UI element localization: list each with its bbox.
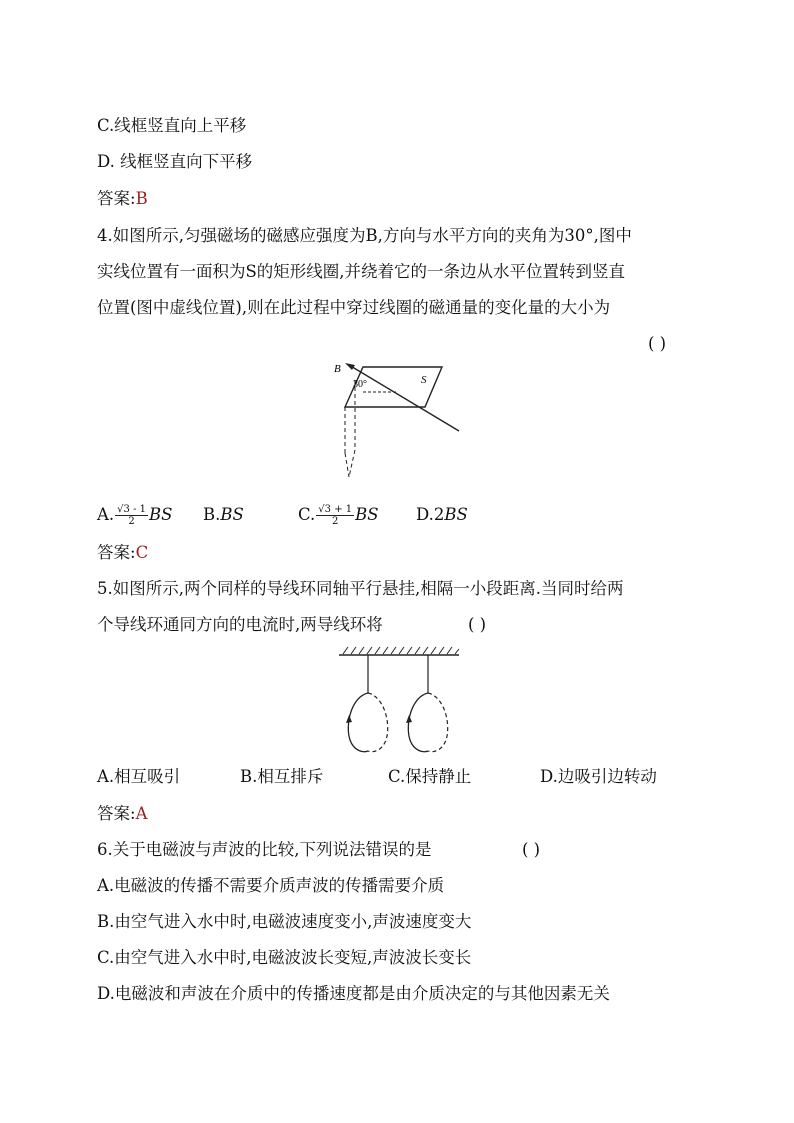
fraction-denominator: 2 — [332, 516, 339, 527]
right-ring-front — [408, 693, 428, 752]
option-c-fraction — [316, 504, 354, 527]
q4-stem-line-2: 实线位置有一面积为S的矩形线圈,并绕着它的一条边从水平位置转到竖直 — [97, 262, 626, 281]
label-b: B — [334, 363, 341, 375]
answer-value: B — [135, 189, 148, 208]
q5-option-b: B.相互排斥 — [240, 767, 324, 786]
q6-stem: 6.关于电磁波与声波的比较,下列说法错误的是 — [97, 840, 432, 859]
answer-label: 答案: — [97, 804, 136, 823]
option-a-suffix: BS — [149, 505, 173, 524]
answer-value: C — [135, 543, 149, 562]
option-b-prefix: B. — [203, 505, 221, 524]
answer-label: 答案: — [97, 543, 136, 562]
q6-answer-blank: ( ) — [522, 840, 541, 859]
left-ring-arrow — [346, 715, 352, 723]
q4-option-b — [203, 504, 244, 526]
q5-option-a: A.相互吸引 — [97, 767, 181, 786]
q5-stem-line-2: 个导线环通同方向的电流时,两导线环将 — [97, 615, 383, 634]
right-ring-arrow — [406, 715, 412, 723]
q6-option-d: D.电磁波和声波在介质中的传播速度都是由介质决定的与其他因素无关 — [97, 984, 610, 1003]
option-a-fraction — [115, 504, 148, 527]
label-s: S — [421, 374, 427, 386]
left-ring-front — [348, 693, 368, 752]
q4-stem-line-1: 4.如图所示,匀强磁场的磁感应强度为B,方向与水平方向的夹角为30°,图中 — [97, 226, 632, 245]
field-line-b — [349, 365, 459, 431]
q4-figure — [325, 355, 475, 490]
q6-option-a: A.电磁波的传播不需要介质声波的传播需要介质 — [97, 876, 445, 895]
answer-value: A — [135, 804, 148, 823]
label-angle: 30° — [353, 379, 367, 390]
q5-option-d: D.边吸引边转动 — [540, 767, 657, 786]
q3-answer — [97, 188, 148, 210]
fraction-numerator: √3 + 1 — [318, 504, 353, 515]
option-b-value: BS — [220, 505, 244, 524]
q4-answer-blank: ( ) — [648, 334, 667, 353]
coil-dashed-bottom — [345, 453, 349, 477]
q4-stem-line-3: 位置(图中虚线位置),则在此过程中穿过线圈的磁通量的变化量的大小为 — [97, 298, 611, 317]
option-c-prefix: C. — [298, 505, 316, 524]
right-ring-back — [428, 693, 448, 752]
q5-answer-blank: ( ) — [468, 615, 487, 634]
answer-label: 答案: — [97, 189, 136, 208]
fraction-numerator: √3 - 1 — [117, 504, 147, 515]
q3-option-d: D. 线框竖直向下平移 — [97, 152, 253, 171]
option-d-prefix: D.2 — [416, 505, 445, 524]
q5-option-c: C.保持静止 — [388, 767, 472, 786]
left-ring-back — [368, 693, 388, 752]
q6-option-b: B.由空气进入水中时,电磁波速度变小,声波速度变大 — [97, 912, 472, 931]
field-arrow — [345, 363, 355, 370]
q4-answer — [97, 542, 148, 564]
q4-option-a — [97, 504, 172, 527]
coil-dashed-bottom-2 — [349, 450, 355, 477]
fraction-denominator: 2 — [128, 516, 135, 527]
q4-option-d — [416, 504, 468, 526]
option-c-suffix: BS — [355, 505, 379, 524]
q4-option-c — [298, 504, 379, 527]
q5-figure — [335, 645, 465, 760]
option-d-value: BS — [444, 505, 468, 524]
q3-option-c: C.线框竖直向上平移 — [97, 116, 247, 135]
option-a-prefix: A. — [97, 505, 115, 524]
q5-answer — [97, 803, 147, 825]
q6-option-c: C.由空气进入水中时,电磁波波长变短,声波波长变长 — [97, 948, 472, 967]
q5-stem-line-1: 5.如图所示,两个同样的导线环同轴平行悬挂,相隔一小段距离.当同时给两 — [97, 579, 624, 598]
ceiling-hatching — [343, 647, 459, 654]
